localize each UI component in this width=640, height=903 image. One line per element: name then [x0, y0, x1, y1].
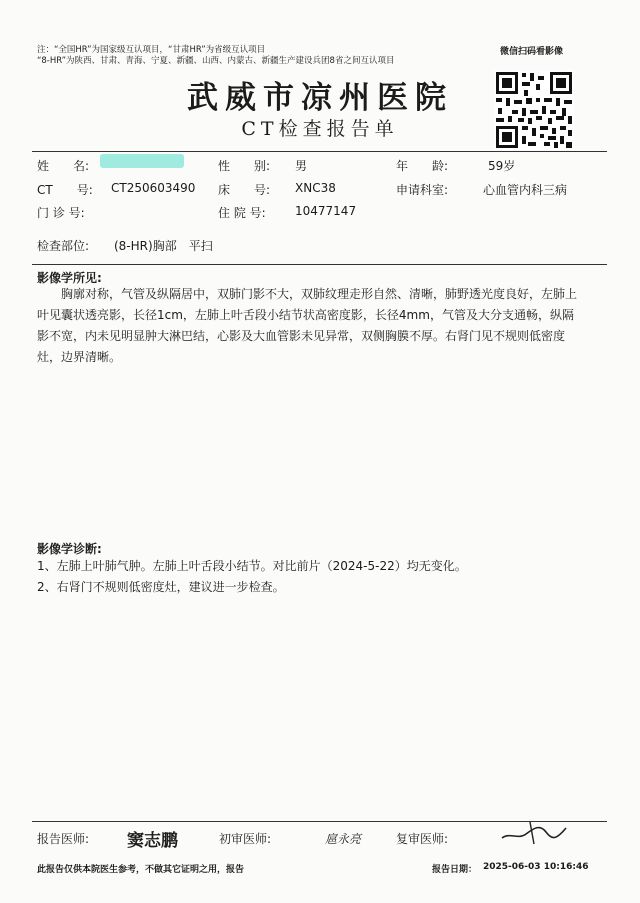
inpatient-label: 住 院 号: — [218, 206, 266, 220]
header-note-2: “8-HR”为陕西、甘肃、青海、宁夏、新疆、山西、内蒙古、新疆生产建设兵团8省之间互认项目 — [37, 56, 395, 66]
exam-label: 检查部位: — [37, 239, 90, 253]
ct-label: CT 号: — [37, 183, 93, 197]
header-note-1: 注：“全国HR”为国家级互认项目，“甘肃HR”为省级互认项目 — [37, 45, 266, 55]
first-reviewer-signature: 扈永亮 — [325, 832, 362, 846]
diagnosis-item-2: 2、右肾门不规则低密度灶，建议进一步检查。 — [37, 580, 285, 594]
clinic-label: 门 诊 号: — [37, 206, 85, 220]
second-reviewer-label: 复审医师: — [396, 832, 449, 846]
report-date-label: 报告日期： — [432, 865, 478, 875]
second-reviewer-signature-icon — [500, 818, 570, 852]
report-date-value: 2025-06-03 10:16:46 — [483, 862, 589, 872]
age-value: 59岁 — [488, 159, 516, 173]
findings-heading: 影像学所见: — [37, 271, 102, 285]
reporter-signature: 窦志鹏 — [127, 831, 178, 851]
report-title: CT检查报告单 — [241, 118, 399, 140]
dept-value: 心血管内科三病 — [483, 183, 568, 197]
name-label: 姓 名: — [37, 159, 90, 173]
diagnosis-item-1: 1、左肺上叶肺气肿。左肺上叶舌段小结节。对比前片（2024-5-22）均无变化。 — [37, 559, 467, 573]
sex-label: 性 别: — [218, 159, 271, 173]
ct-value: CT250603490 — [111, 181, 196, 195]
age-label: 年 龄: — [396, 159, 449, 173]
patient-name-redacted — [100, 154, 184, 168]
inpatient-value: 10477147 — [295, 204, 357, 218]
divider-top — [32, 151, 607, 152]
bed-value: XNC38 — [295, 181, 336, 195]
diagnosis-heading: 影像学诊断: — [37, 542, 102, 556]
first-reviewer-label: 初审医师: — [219, 832, 272, 846]
exam-value: (8-HR)胸部 平扫 — [114, 239, 213, 253]
findings-text: 胸廓对称，气管及纵隔居中，双肺门影不大，双肺纹理走形自然、清晰，肺野透光度良好，左肺上叶见囊状透亮影，长径1cm，左肺上叶舌段小结节状高密度影，长径4mm，气管及大分支通畅，纵隔影不宽，内未见明显肿大淋巴结，心影及大血管影未见异常，双侧胸膜不厚。右肾门见不规则低密度灶，边界清晰。 — [37, 287, 578, 364]
hospital-name: 武威市凉州医院 — [187, 80, 453, 116]
bed-label: 床 号: — [218, 183, 271, 197]
dept-label: 申请科室: — [396, 183, 449, 197]
footer-disclaimer: 此报告仅供本院医生参考，不做其它证明之用，报告 — [37, 865, 245, 875]
reporter-label: 报告医师: — [37, 832, 90, 846]
qr-label: 微信扫码看影像 — [500, 47, 564, 57]
divider-mid — [32, 264, 607, 265]
sex-value: 男 — [295, 159, 308, 173]
